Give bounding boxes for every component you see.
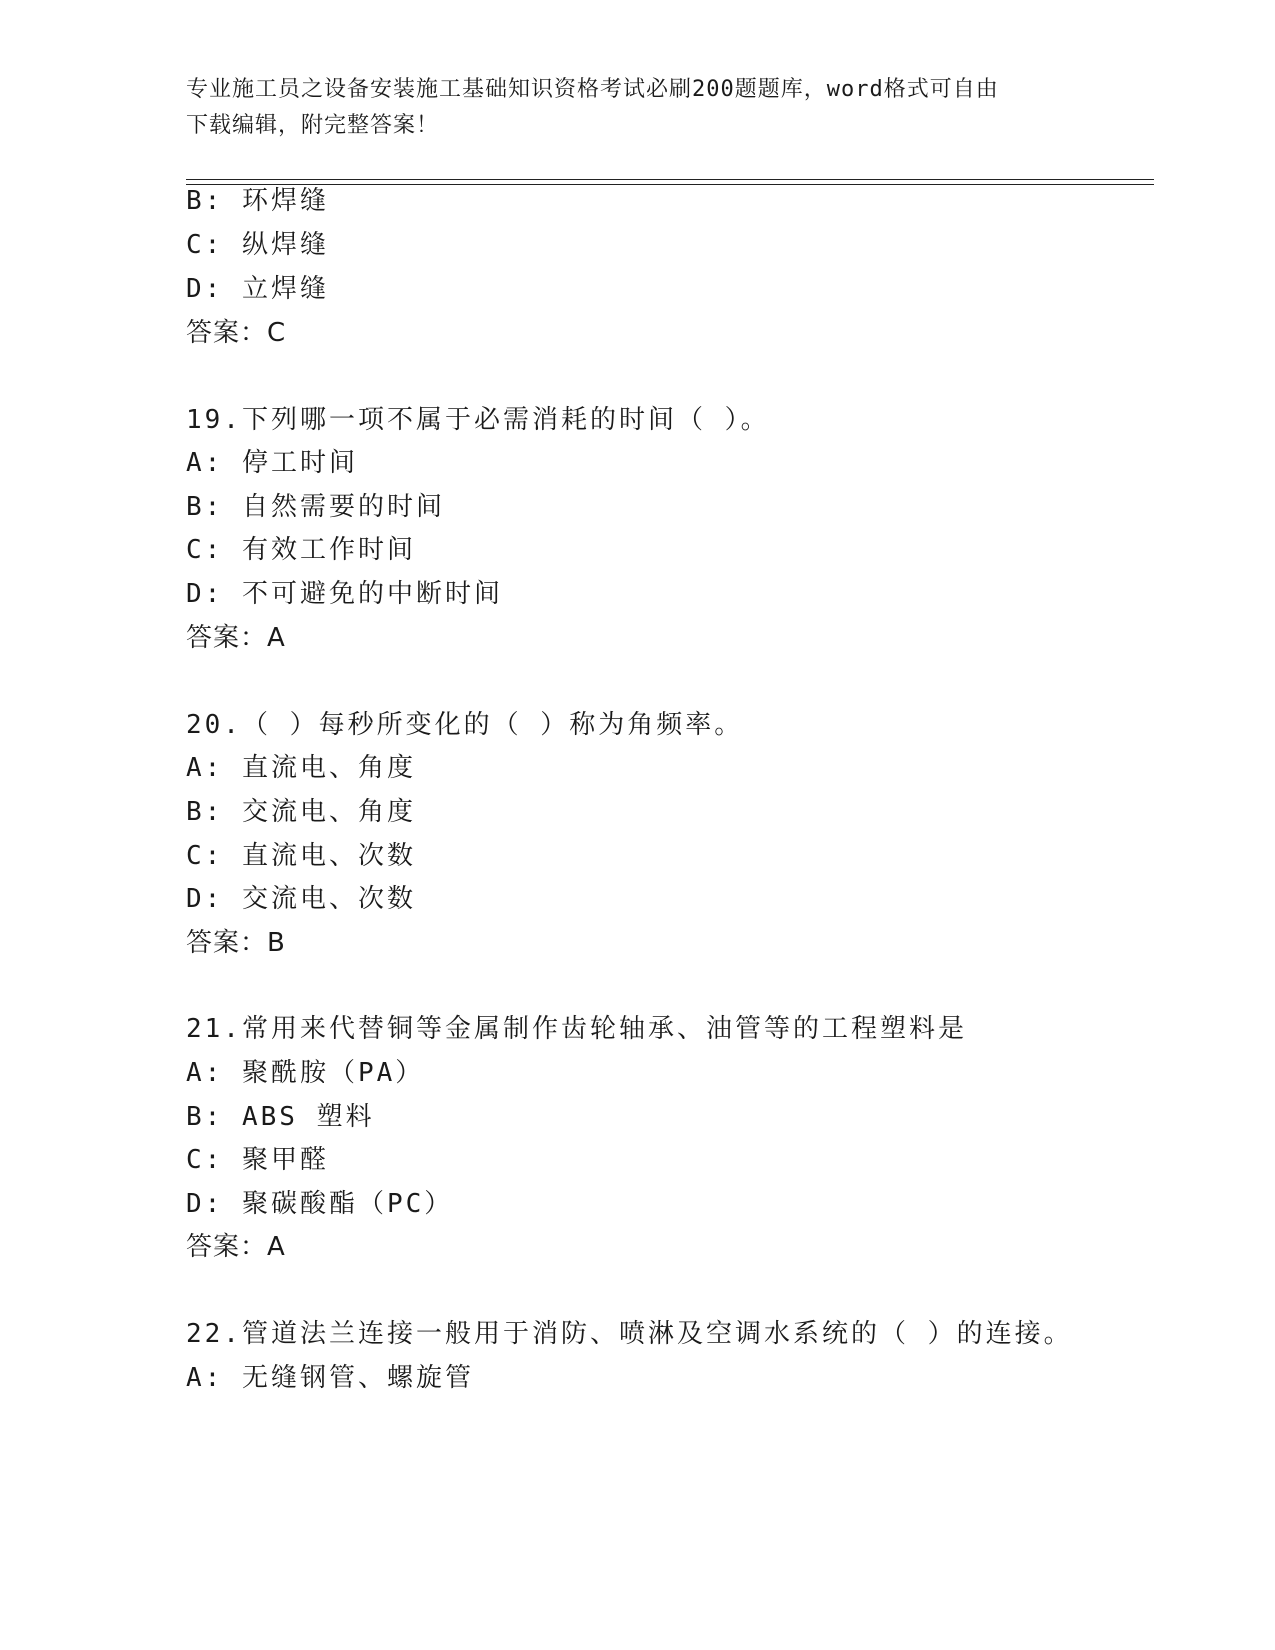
q21-option-a: A: 聚酰胺（PA） xyxy=(186,1058,425,1088)
q19-option-d: D: 不可避免的中断时间 xyxy=(186,579,503,609)
header-divider-top xyxy=(186,179,1154,180)
q19-option-c: C: 有效工作时间 xyxy=(186,535,416,565)
option-c-prev: C: 纵焊缝 xyxy=(186,230,329,260)
header-divider-bottom xyxy=(186,184,1154,185)
option-d-prev: D: 立焊缝 xyxy=(186,274,329,304)
q20-option-c: C: 直流电、次数 xyxy=(186,841,416,871)
document-header xyxy=(186,72,1086,144)
q21-option-c: C: 聚甲醛 xyxy=(186,1145,329,1175)
q19-option-a: A: 停工时间 xyxy=(186,448,358,478)
q21-option-d: D: 聚碳酸酯（PC） xyxy=(186,1189,454,1219)
q22-option-a: A: 无缝钢管、螺旋管 xyxy=(186,1363,474,1393)
header-line-2: 下载编辑，附完整答案！ xyxy=(186,113,440,138)
q21-answer: 答案：A xyxy=(186,1232,286,1262)
q19-option-b: B: 自然需要的时间 xyxy=(186,492,445,522)
q20-option-b: B: 交流电、角度 xyxy=(186,797,416,827)
question-19: 19.下列哪一项不属于必需消耗的时间（ ）。 xyxy=(186,405,770,435)
q19-answer: 答案：A xyxy=(186,623,286,653)
q21-option-b: B: ABS 塑料 xyxy=(186,1102,375,1132)
option-b-prev: B: 环焊缝 xyxy=(186,186,329,216)
header-line-1: 专业施工员之设备安装施工基础知识资格考试必刷200题题库，word格式可自由 xyxy=(186,77,999,102)
q20-option-d: D: 交流电、次数 xyxy=(186,884,416,914)
q20-option-a: A: 直流电、角度 xyxy=(186,753,416,783)
answer-prev: 答案：C xyxy=(186,318,287,348)
q20-answer: 答案：B xyxy=(186,928,286,958)
question-22: 22.管道法兰连接一般用于消防、喷淋及空调水系统的（ ）的连接。 xyxy=(186,1319,1073,1349)
question-20: 20.（ ）每秒所变化的（ ）称为角频率。 xyxy=(186,710,744,740)
question-21: 21.常用来代替铜等金属制作齿轮轴承、油管等的工程塑料是 xyxy=(186,1014,967,1044)
